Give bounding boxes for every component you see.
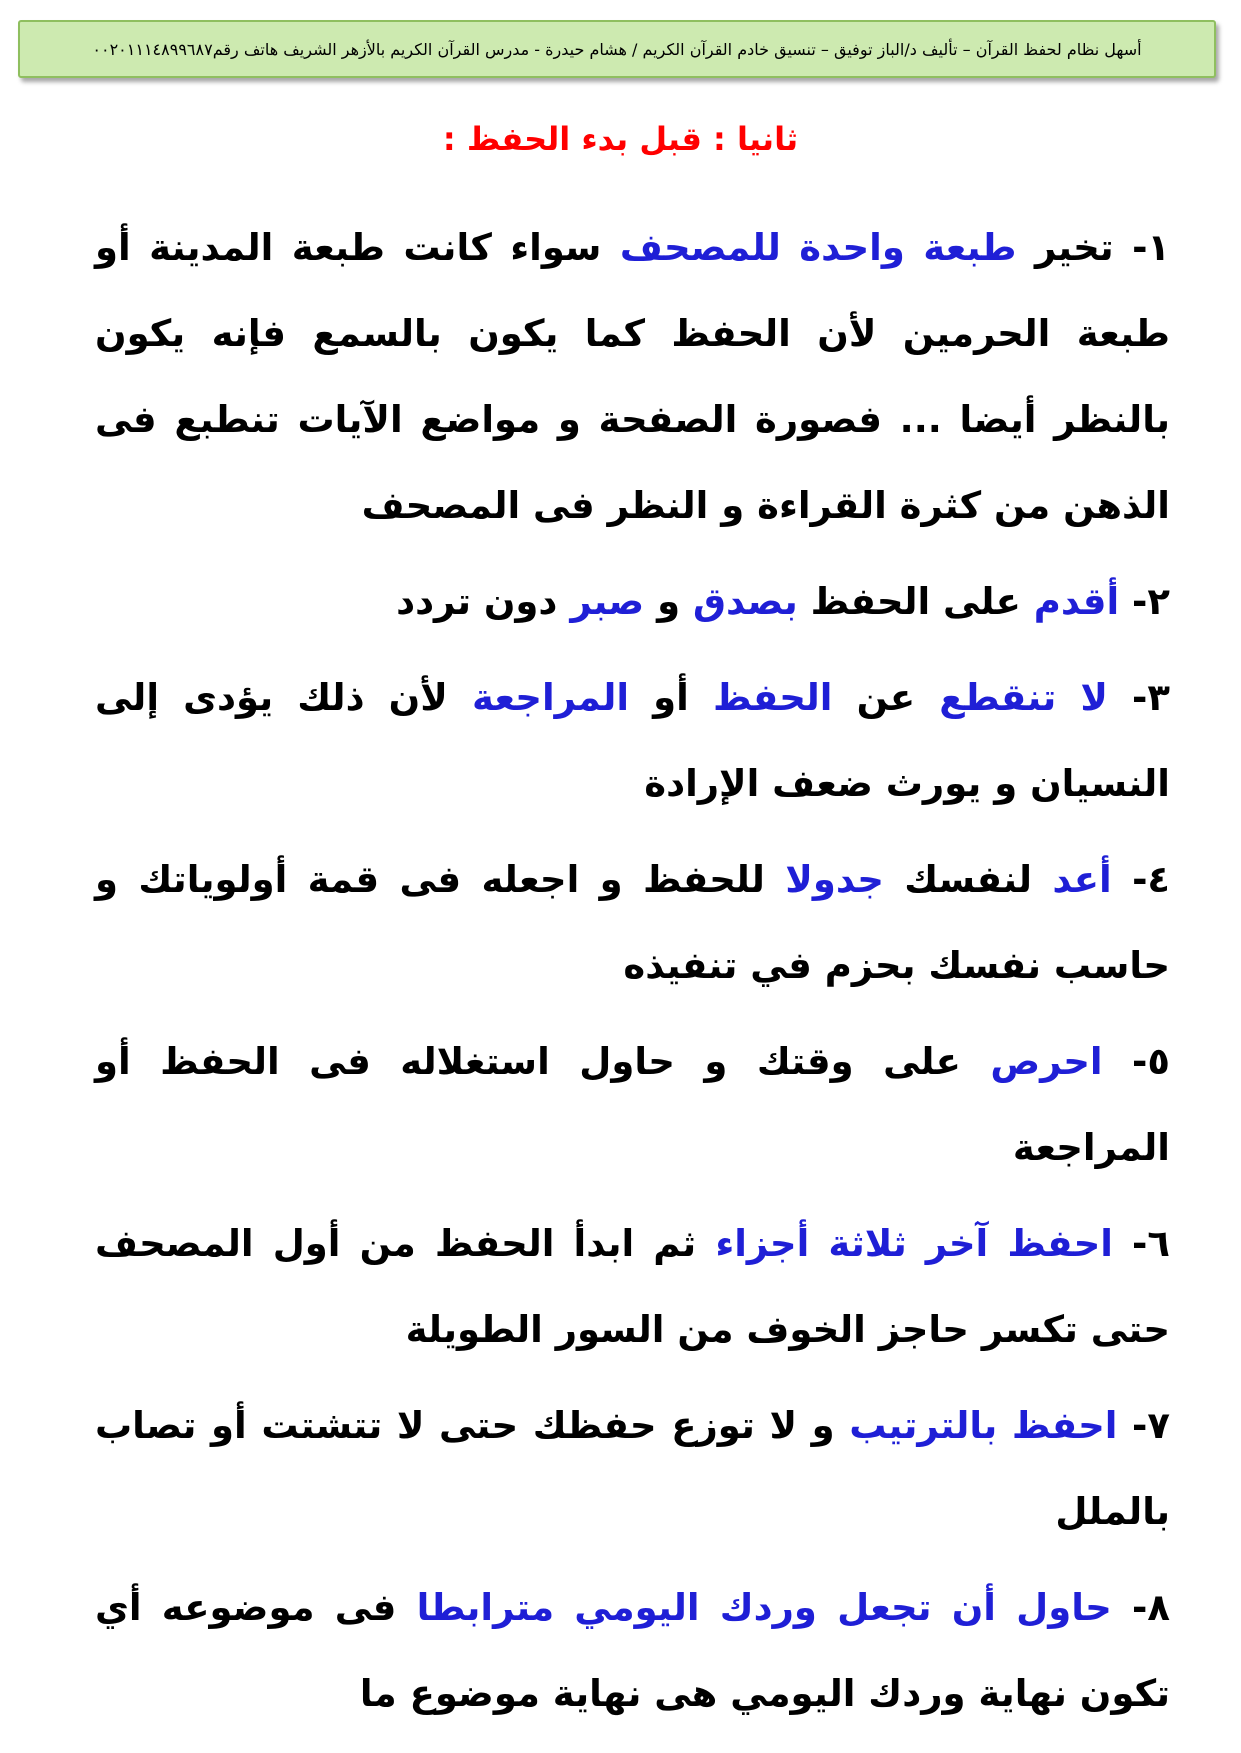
list-item [95, 1383, 1170, 1555]
header-text: أسهل نظام لحفظ القرآن – تأليف د/الباز توفيق – تنسيق خادم القرآن الكريم / هشام حيدرة - مدرس القرآن الكريم بالأزهر الشريف هاتف رقم٠٠٢٠١١١٤٨٩٩٦٨٧ [92, 39, 1142, 59]
item-text: دون تردد [396, 580, 558, 623]
list-item [95, 1019, 1170, 1191]
item-number: ٤- [1132, 858, 1171, 901]
item-text: و [657, 580, 681, 623]
item-highlight: احفظ بالترتيب [849, 1404, 1118, 1447]
item-highlight: بصدق [692, 580, 798, 623]
item-text: ثم ابدأ الحفظ من أول المصحف حتى تكسر حاجز الخوف من السور الطويلة [95, 1222, 1170, 1351]
item-highlight: الحفظ [712, 676, 833, 719]
item-highlight: أقدم [1033, 580, 1120, 623]
item-number: ٢- [1132, 580, 1170, 623]
tips-list [95, 205, 1170, 1747]
item-text: على وقتك و حاول استغلاله فى الحفظ أو المراجعة [95, 1040, 1170, 1169]
item-text: تخير [1034, 226, 1114, 269]
item-highlight: طبعة واحدة للمصحف [619, 226, 1017, 269]
list-item [95, 205, 1170, 549]
item-text: أو [653, 676, 689, 719]
item-text: للحفظ و اجعله فى قمة أولوياتك و حاسب نفسك بحزم في تنفيذه [95, 858, 1170, 987]
item-number: ٣- [1132, 676, 1170, 719]
item-text: على الحفظ [810, 580, 1021, 623]
item-highlight: احفظ آخر ثلاثة أجزاء [715, 1222, 1113, 1265]
list-item [95, 559, 1170, 645]
item-text: و لا توزع حفظك حتى لا تتشتت أو تصاب بالملل [95, 1404, 1170, 1533]
item-highlight: المراجعة [471, 676, 630, 719]
list-item [95, 1565, 1170, 1737]
header-banner [18, 20, 1216, 78]
item-number: ٥- [1132, 1040, 1170, 1083]
item-highlight: لا تنقطع [939, 676, 1108, 719]
item-highlight: صبر [570, 580, 645, 623]
item-number: ٨- [1132, 1586, 1170, 1629]
item-text: فى موضوعه أي تكون نهاية وردك اليومي هى نهاية موضوع ما [95, 1586, 1170, 1715]
item-number: ٦- [1132, 1222, 1170, 1265]
item-text: عن [856, 676, 916, 719]
item-number: ١- [1132, 226, 1171, 269]
list-item [95, 837, 1170, 1009]
item-highlight: حاول أن تجعل وردك اليومي مترابطا [416, 1586, 1112, 1629]
item-text: لنفسك [904, 858, 1032, 901]
list-item [95, 1201, 1170, 1373]
list-item [95, 655, 1170, 827]
item-text: لأن ذلك يؤدى إلى النسيان و يورث ضعف الإرادة [95, 676, 1170, 805]
item-highlight: أعد [1052, 858, 1112, 901]
item-highlight: احرص [990, 1040, 1103, 1083]
item-text: سواء كانت طبعة المدينة أو طبعة الحرمين لأن الحفظ كما يكون بالسمع فإنه يكون بالنظر أيضا ... فصورة الصفحة و مواضع الآيات تنطبع فى الذهن من كثرة القراءة و النظر فى المصحف [95, 226, 1170, 527]
item-highlight: جدولا [785, 858, 884, 901]
page-title: ثانيا : قبل بدء الحفظ : [442, 120, 799, 158]
item-number: ٧- [1132, 1404, 1170, 1447]
